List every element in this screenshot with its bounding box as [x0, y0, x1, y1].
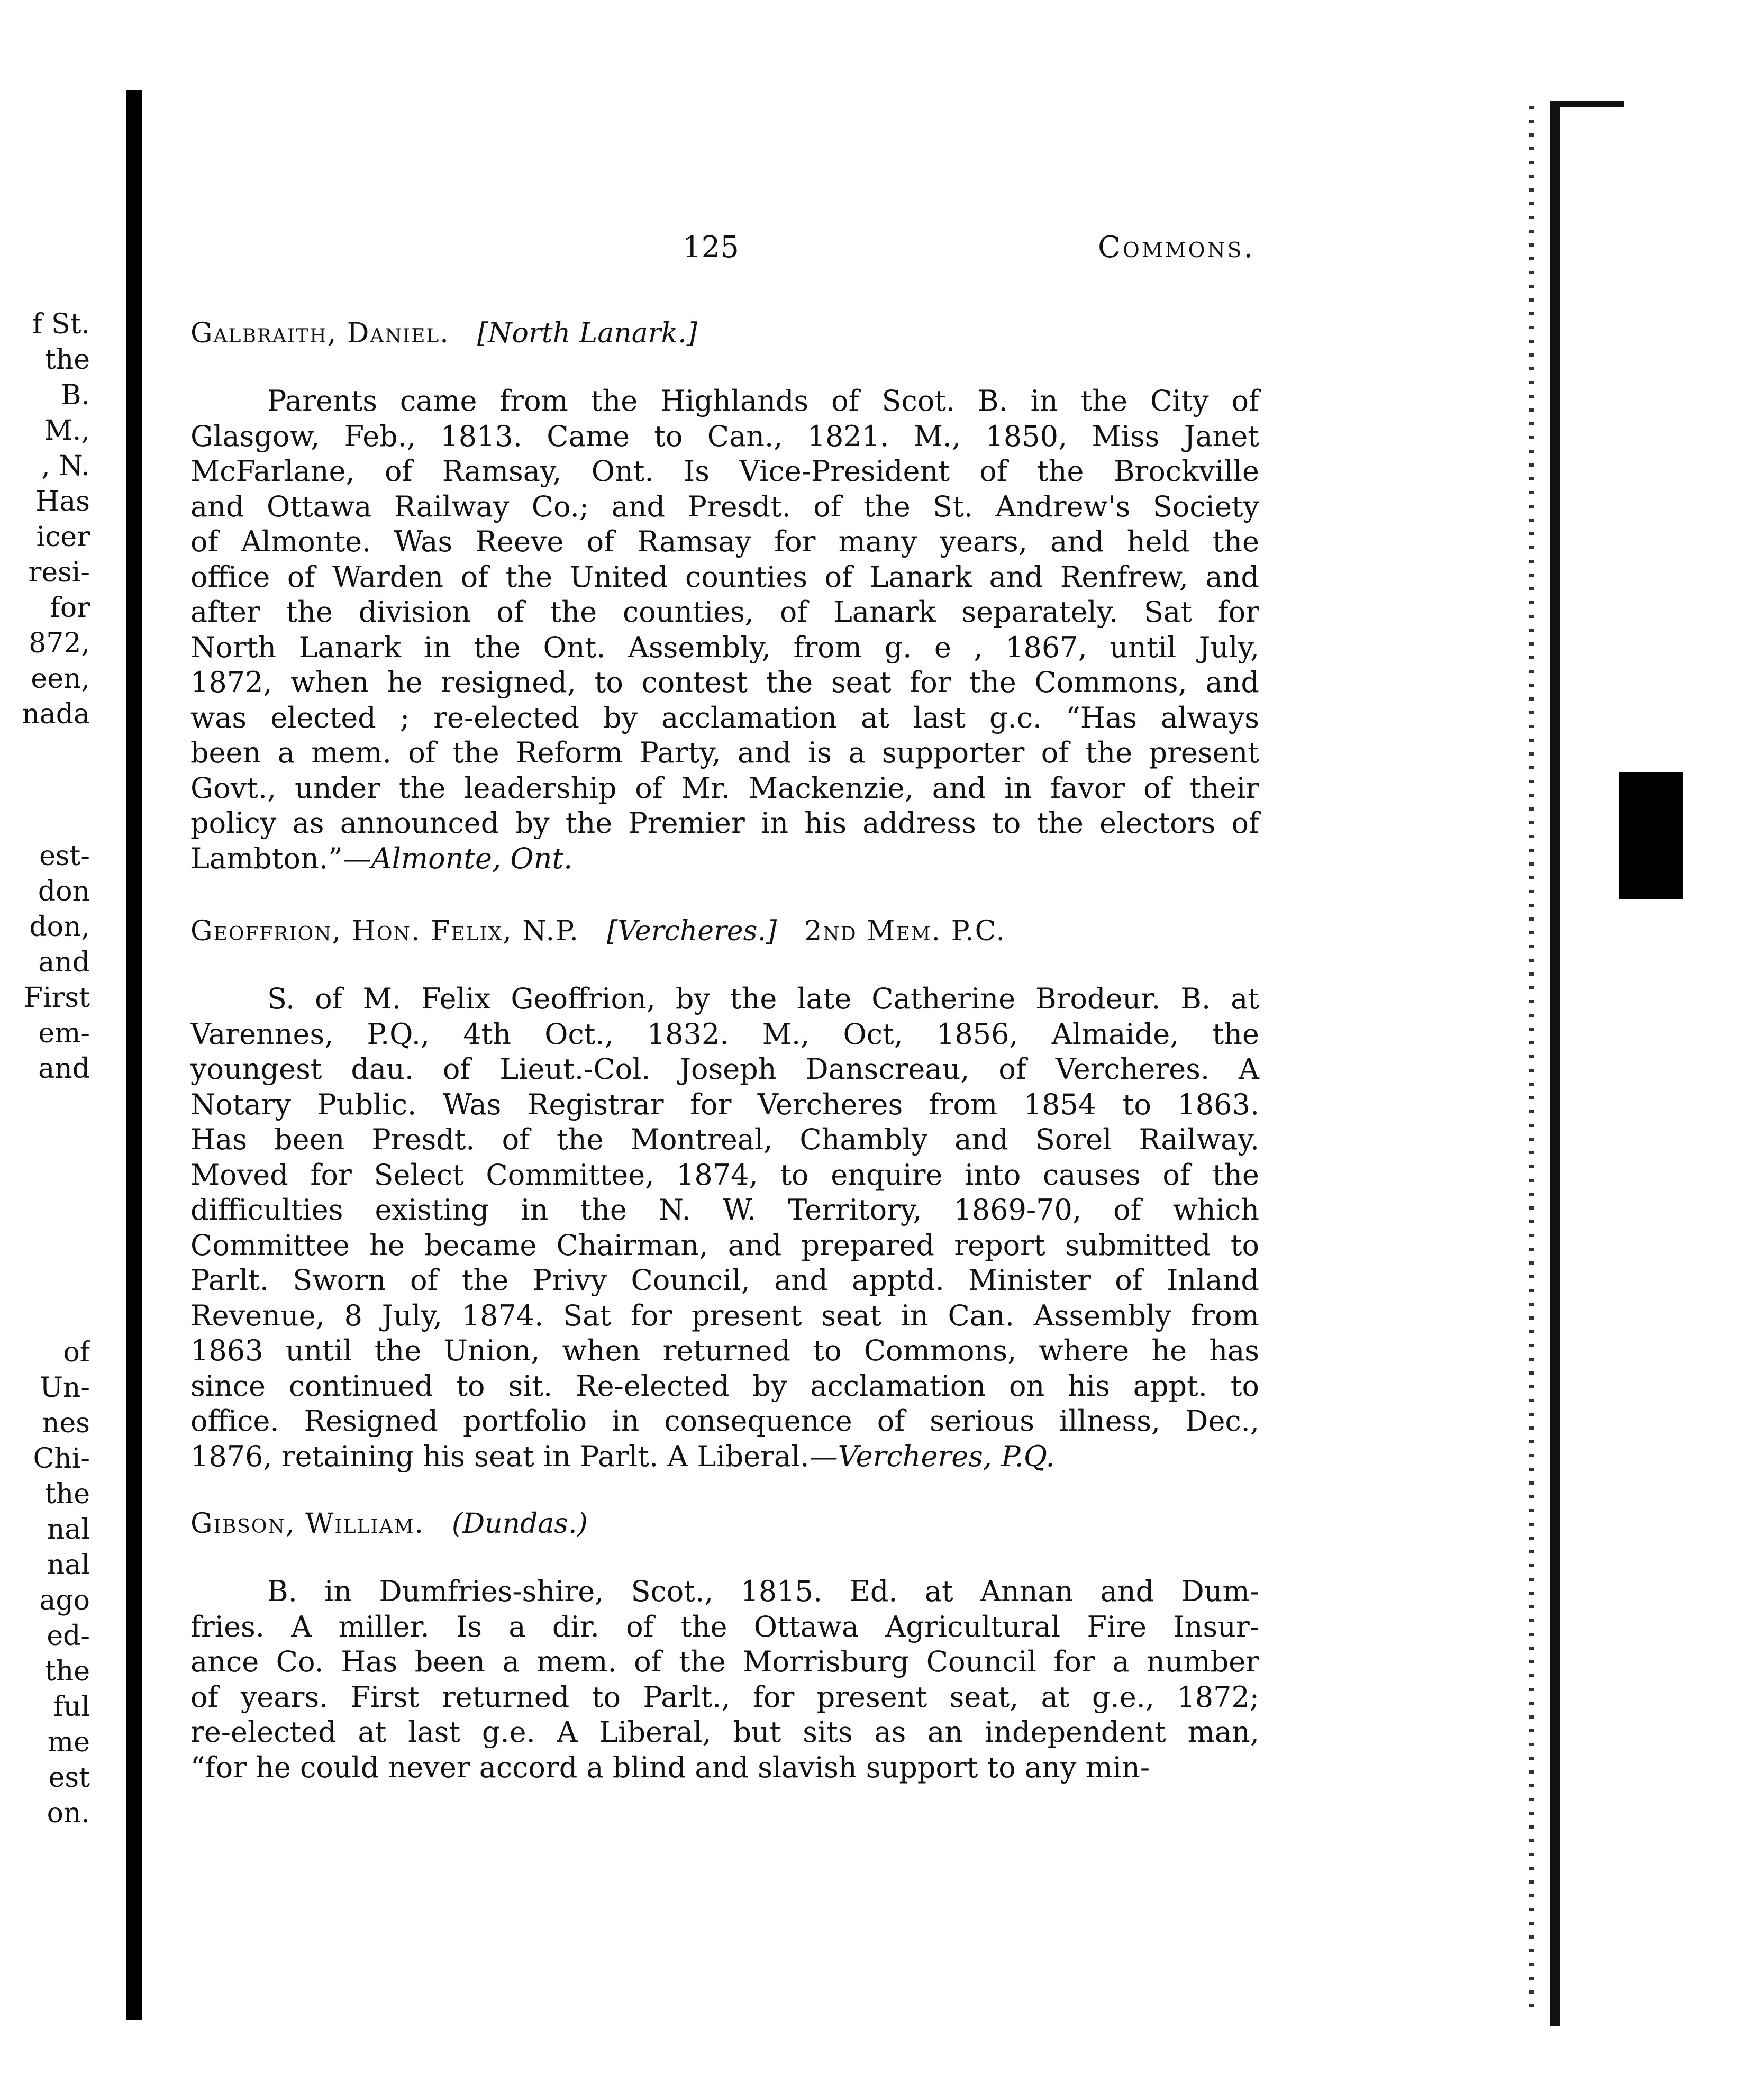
biography-line [190, 841, 1259, 877]
entry-heading [190, 315, 1259, 352]
biography-line [190, 981, 1259, 1017]
biography-text: youngest dau. of Lieut.-Col. Joseph Danscreau, of Vercheres. A [190, 1052, 1259, 1086]
prev-column-line: don, [29, 911, 90, 943]
entry-geoffrion [190, 913, 1259, 1474]
biography-line [190, 1750, 1259, 1786]
prev-column-line: me [47, 1726, 90, 1758]
biography-line [190, 595, 1259, 630]
entry-heading [190, 1505, 1259, 1542]
prev-column-line: the [44, 1478, 90, 1510]
biography-line [190, 701, 1259, 736]
biography-text: Has been Presdt. of the Montreal, Chambly and Sorel Railway. [190, 1123, 1259, 1156]
biography-text: of Almonte. Was Reeve of Ramsay for many years, and held the [190, 525, 1259, 558]
prev-column-line [0, 1158, 90, 1193]
scan-dust-marks [1529, 106, 1534, 2011]
prev-column-line: Chi- [33, 1443, 90, 1475]
prev-column-line: est [48, 1762, 90, 1794]
biography-line [190, 1439, 1259, 1475]
biography-text: office. Resigned portfolio in consequence of serious illness, Dec., [190, 1404, 1259, 1438]
prev-column-line: Has [35, 486, 90, 517]
biography-line [190, 524, 1259, 560]
member-name: Galbraith, Daniel. [190, 317, 450, 349]
biography-line [190, 419, 1259, 454]
prev-column-line: for [50, 592, 90, 624]
biography-text: since continued to sit. Re-elected by acclamation on his appt. to [190, 1369, 1259, 1403]
biography-text: Committee he became Chairman, and prepared report submitted to [190, 1228, 1259, 1262]
biography-text: Lambton.” [190, 841, 343, 875]
biography-line [190, 1193, 1259, 1228]
prev-column-line [0, 732, 90, 768]
biography-text: policy as announced by the Premier in his address to the electors of [190, 806, 1259, 840]
biography-text: 1876, retaining his seat in Parlt. A Liberal. [190, 1439, 810, 1473]
biography-text: B. in Dumfries-shire, Scot., 1815. Ed. at Annan and Dum- [267, 1575, 1259, 1608]
biography-line [190, 489, 1259, 525]
prev-column-line [0, 768, 90, 803]
biography-text: Glasgow, Feb., 1813. Came to Can., 1821. M., 1850, Miss Janet [190, 419, 1259, 453]
prev-column-line: een, [31, 663, 90, 695]
prev-column-line: ed- [47, 1620, 90, 1652]
biography-text: was elected ; re-elected by acclamation at last g.c. “Has always [190, 701, 1259, 734]
biography-line [190, 1228, 1259, 1263]
prev-column-line: nal [47, 1549, 90, 1581]
biography-line [190, 1122, 1259, 1158]
prev-column-line: of [63, 1337, 90, 1368]
prev-column-line: on. [47, 1797, 90, 1829]
prev-column-line: nada [22, 698, 90, 730]
scan-page-edge-top [1556, 101, 1624, 107]
biography-text: re-elected at last g.e. A Liberal, but sits as an independent man, [190, 1715, 1259, 1749]
prev-column-line: and [38, 947, 90, 978]
prev-column-line: icer [36, 521, 90, 553]
prev-column-line: resi- [28, 557, 90, 588]
prev-column-line: M., [44, 415, 90, 447]
residence: —Vercheres, P.Q. [809, 1439, 1055, 1473]
biography-text: 1872, when he resigned, to contest the seat for the Commons, and [190, 666, 1259, 699]
prev-column-line: ful [53, 1691, 90, 1723]
biography [190, 981, 1259, 1474]
biography-text: after the division of the counties, of Lanark separately. Sat for [190, 595, 1259, 629]
biography-line [190, 771, 1259, 806]
member-name: Geoffrion, Hon. Felix, N.P. [190, 915, 579, 947]
biography-line [190, 630, 1259, 666]
member-name: Gibson, William. [190, 1508, 425, 1540]
entry-gibson [190, 1505, 1259, 1785]
biography-text: “for he could never accord a blind and slavish support to any min- [190, 1750, 1150, 1784]
scan-black-block [1619, 772, 1683, 899]
prev-column-line [0, 1299, 90, 1335]
biography-line [190, 665, 1259, 701]
entry-galbraith [190, 315, 1259, 876]
biography [190, 1574, 1259, 1785]
biography-text: North Lanark in the Ont. Assembly, from g. e , 1867, until July, [190, 630, 1259, 664]
biography-line [190, 1017, 1259, 1052]
biography-text: of years. First returned to Parlt., for present seat, at g.e., 1872; [190, 1680, 1259, 1714]
biography-text: Notary Public. Was Registrar for Vercheres from 1854 to 1863. [190, 1087, 1259, 1121]
residence: —Almonte, Ont. [342, 841, 573, 875]
prev-column-line: and [38, 1053, 90, 1085]
biography-text: Moved for Select Committee, 1874, to enquire into causes of the [190, 1158, 1259, 1192]
prev-column-line [0, 1193, 90, 1229]
biography-line [190, 1574, 1259, 1610]
biography-line [190, 1369, 1259, 1404]
scan-page-edge [1550, 101, 1560, 2026]
biography-text: Parlt. Sworn of the Privy Council, and apptd. Minister of Inland [190, 1263, 1259, 1297]
biography-line [190, 1263, 1259, 1298]
prev-column-line [0, 1122, 90, 1158]
biography-text: ance Co. Has been a mem. of the Morrisburg Council for a number [190, 1645, 1259, 1678]
prev-column-line: the [44, 1656, 90, 1687]
entry-heading [190, 913, 1259, 950]
biography-text: Govt., under the leadership of Mr. Mackenzie, and in favor of their [190, 771, 1259, 805]
biography-line [190, 1680, 1259, 1715]
biography-text: McFarlane, of Ramsay, Ont. Is Vice-President of the Brockville [190, 454, 1259, 488]
prev-column-line: est- [39, 840, 90, 872]
prev-column-line [0, 1264, 90, 1299]
biography-line [190, 806, 1259, 841]
prev-column-line [0, 803, 90, 839]
biography-line [190, 1715, 1259, 1750]
constituency: (Dundas.) [452, 1508, 588, 1540]
running-section-title: Commons. [1098, 230, 1256, 265]
biography [190, 384, 1259, 876]
prev-column-line: the [44, 344, 90, 376]
prev-column-line: 872, [29, 628, 90, 659]
biography-line [190, 1052, 1259, 1087]
prev-column-line: Un- [40, 1372, 90, 1404]
biography-line [190, 1087, 1259, 1123]
prev-column-line: don [38, 876, 90, 907]
biography-text: difficulties existing in the N. W. Territory, 1869-70, of which [190, 1193, 1259, 1226]
biography-text: Parents came from the Highlands of Scot. B. in the City of [267, 384, 1259, 417]
prev-column-line [0, 1229, 90, 1264]
prev-column-line: B. [61, 379, 90, 411]
prev-column-line: ago [39, 1585, 90, 1616]
biography-line [190, 384, 1259, 419]
prev-column-line: , N. [41, 450, 90, 482]
constituency: [Vercheres.] [606, 915, 777, 947]
prev-column-line: nal [47, 1514, 90, 1546]
biography-line [190, 1404, 1259, 1439]
biography-text: Varennes, P.Q., 4th Oct., 1832. M., Oct, 1856, Almaide, the [190, 1017, 1259, 1051]
biography-text: Revenue, 8 July, 1874. Sat for present seat in Can. Assembly from [190, 1298, 1259, 1332]
prev-column-line [0, 1087, 90, 1122]
prev-column-line: f St. [32, 308, 90, 340]
biography-line [190, 735, 1259, 771]
biography-line [190, 1333, 1259, 1369]
biography-line [190, 1298, 1259, 1334]
biography-line [190, 1644, 1259, 1680]
page-number: 125 [683, 230, 739, 265]
scan-binding-shadow [126, 90, 142, 2020]
biography-line [190, 1610, 1259, 1645]
biography-line [190, 454, 1259, 489]
biography-text: fries. A miller. Is a dir. of the Ottawa Agricultural Fire Insur- [190, 1610, 1259, 1643]
constituency: [North Lanark.] [477, 317, 697, 349]
biography-line [190, 1158, 1259, 1193]
member-role: 2nd Mem. P.C. [804, 915, 1006, 947]
biography-line [190, 560, 1259, 595]
biography-text: and Ottawa Railway Co.; and Presdt. of the St. Andrew's Society [190, 489, 1259, 523]
prev-column-line: nes [42, 1407, 90, 1439]
previous-column-fragment [0, 307, 90, 1831]
prev-column-line: em- [38, 1017, 90, 1049]
biography-text: 1863 until the Union, when returned to Commons, where he has [190, 1334, 1259, 1367]
prev-column-line: First [23, 982, 90, 1014]
biography-text: S. of M. Felix Geoffrion, by the late Catherine Brodeur. B. at [267, 982, 1259, 1015]
biography-text: office of Warden of the United counties of Lanark and Renfrew, and [190, 560, 1259, 594]
biography-text: been a mem. of the Reform Party, and is a supporter of the present [190, 736, 1259, 769]
